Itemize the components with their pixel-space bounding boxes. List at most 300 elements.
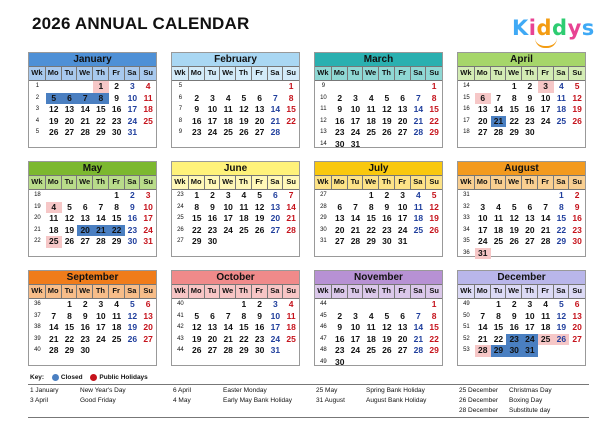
day-cell: 11: [112, 310, 122, 321]
week-row: [458, 311, 585, 323]
day-cell: 8: [288, 92, 294, 103]
day-cell: 10: [477, 213, 488, 223]
week-number: 36: [463, 249, 470, 256]
week-number: 49: [320, 358, 327, 365]
day-cell: 18: [413, 213, 424, 223]
day-cell: 25: [413, 224, 424, 235]
day-cell: 17: [477, 224, 488, 235]
day-cell: 26: [127, 333, 138, 344]
week-number: 24: [177, 203, 184, 210]
week-number: 23: [177, 192, 184, 198]
day-cell: 30: [334, 138, 345, 149]
week-number: 12: [320, 117, 327, 124]
day-cell: 7: [98, 201, 104, 212]
holiday-name: Spring Bank Holiday: [366, 387, 425, 394]
weekday-label: Mo: [332, 176, 348, 189]
day-cell: 16: [334, 333, 345, 344]
day-cell: 23: [572, 224, 582, 235]
week-number: 22: [34, 238, 41, 244]
day-cell: 30: [127, 236, 138, 246]
week-number: 31: [463, 192, 470, 198]
weekday-label: Mo: [332, 285, 348, 298]
weekday-label: Wk: [315, 67, 332, 80]
day-cell: 7: [51, 310, 57, 321]
day-cell: 23: [334, 127, 345, 137]
week-number: 34: [463, 226, 470, 233]
day-cell: [205, 299, 221, 311]
day-cell: 10: [525, 310, 535, 321]
day-cell: 20: [525, 224, 535, 235]
day-cell: 2: [114, 81, 120, 91]
day-cell: 10: [143, 201, 153, 212]
weekday-label: Su: [572, 177, 582, 186]
day-cell: 12: [509, 213, 519, 223]
weekday-label: Fr: [252, 67, 268, 80]
day-cell: 17: [223, 213, 233, 223]
day-cell: [236, 236, 252, 248]
week-number: 7: [178, 106, 183, 112]
legend-holiday-label: Public Holidays: [99, 374, 148, 382]
day-cell: 22: [96, 115, 106, 126]
day-cell: 27: [397, 345, 408, 355]
weekday-label: Th: [93, 176, 109, 189]
day-cell: 4: [288, 299, 294, 309]
day-cell: 13: [270, 201, 281, 212]
day-cell: 8: [93, 93, 109, 105]
day-cell: 18: [111, 322, 122, 332]
day-cell: 13: [397, 322, 408, 332]
day-cell: 21: [286, 213, 296, 223]
weekday-label: Tu: [491, 285, 507, 298]
weekday-header: [458, 284, 585, 299]
weekday-label: We: [506, 285, 522, 298]
week-row: [458, 81, 585, 93]
week-row: [29, 81, 156, 93]
logo-letter: d: [552, 16, 568, 40]
weekday-label: Su: [286, 177, 296, 186]
week-number: 26: [177, 226, 184, 233]
weekday-label: Sa: [411, 176, 427, 189]
day-cell: 13: [525, 213, 535, 223]
week-number: 38: [34, 324, 41, 330]
day-cell: 21: [270, 115, 281, 126]
weekday-label: Sa: [125, 285, 141, 298]
holiday-name: New Year's Day: [80, 387, 126, 394]
logo-letter: K: [512, 16, 529, 40]
day-cell: 27: [143, 333, 153, 344]
day-cell: [395, 81, 411, 93]
week-row: [458, 104, 585, 116]
day-cell: 22: [366, 224, 376, 235]
day-cell: 18: [556, 104, 567, 114]
day-cell: 26: [509, 236, 519, 246]
day-cell: 25: [143, 115, 153, 126]
day-cell: 19: [239, 115, 249, 126]
day-cell: 18: [48, 224, 59, 235]
day-cell: [283, 127, 299, 139]
month-title: August: [458, 162, 585, 175]
day-cell: [491, 81, 507, 93]
week-row: [458, 213, 585, 225]
weekday-label: Su: [286, 286, 296, 295]
weekday-label: Sa: [554, 176, 570, 189]
day-cell: 19: [509, 224, 519, 235]
week-number: 18: [34, 192, 41, 198]
day-cell: 6: [475, 93, 491, 105]
day-cell: 19: [127, 322, 138, 332]
day-cell: 26: [382, 345, 392, 355]
day-cell: 3: [527, 299, 533, 309]
day-cell: 12: [239, 104, 249, 114]
legend: [30, 374, 148, 381]
weekday-label: We: [220, 176, 236, 189]
day-cell: 23: [334, 345, 345, 355]
day-cell: 7: [273, 92, 278, 103]
day-cell: 4: [368, 310, 374, 321]
day-cell: [379, 81, 395, 93]
weekday-label: Th: [236, 67, 252, 80]
day-cell: 29: [556, 236, 567, 246]
week-row: [172, 299, 299, 311]
day-cell: 14: [96, 213, 106, 223]
day-cell: 23: [80, 333, 90, 344]
day-cell: 27: [572, 333, 582, 344]
week-row: [315, 225, 442, 237]
logo-letter: d: [536, 16, 553, 40]
day-cell: 15: [286, 104, 296, 114]
day-cell: 21: [477, 333, 488, 344]
day-cell: [220, 299, 236, 311]
day-cell: [395, 299, 411, 311]
weekday-label: Su: [143, 286, 153, 295]
day-cell: 29: [191, 236, 202, 246]
day-cell: [395, 139, 411, 151]
weekday-label: Wk: [458, 176, 475, 189]
day-cell: 3: [98, 299, 104, 309]
day-cell: 1: [93, 81, 109, 93]
day-cell: 4: [496, 201, 501, 212]
week-row: [172, 116, 299, 128]
day-cell: 25: [366, 127, 376, 137]
day-cell: 15: [493, 322, 504, 332]
day-cell: 28: [350, 236, 361, 246]
day-cell: 28: [413, 127, 424, 137]
day-cell: 25: [538, 334, 554, 346]
week-number: 29: [320, 215, 327, 221]
week-number: 9: [178, 129, 183, 135]
week-row: [29, 345, 156, 357]
day-cell: 16: [127, 213, 138, 223]
day-cell: [554, 345, 570, 357]
day-cell: 14: [477, 322, 488, 332]
day-cell: [411, 139, 427, 151]
day-cell: 30: [572, 236, 582, 246]
holiday-date: 25 December: [459, 387, 499, 394]
weekday-label: We: [77, 67, 93, 80]
day-cell: 7: [225, 310, 231, 321]
weekday-label: Fr: [395, 285, 411, 298]
week-number: 27: [177, 238, 184, 244]
day-cell: 27: [334, 236, 345, 246]
day-cell: 19: [48, 115, 59, 126]
day-cell: 5: [574, 81, 580, 91]
day-cell: 11: [493, 213, 503, 223]
day-cell: 3: [130, 81, 135, 91]
day-cell: 5: [384, 92, 390, 103]
day-cell: 13: [572, 310, 582, 321]
day-cell: 3: [225, 190, 231, 200]
weekday-label: Th: [93, 67, 109, 80]
month-title: December: [458, 271, 585, 284]
day-cell: 30: [80, 345, 90, 355]
day-cell: 20: [397, 333, 408, 344]
day-cell: 5: [384, 310, 390, 321]
day-cell: 15: [191, 213, 202, 223]
weekday-label: Fr: [252, 285, 268, 298]
week-number: 47: [320, 335, 327, 342]
month-title: January: [29, 53, 156, 66]
day-cell: 10: [350, 322, 361, 332]
week-number: 51: [463, 324, 470, 330]
week-row: [172, 225, 299, 237]
weekday-label: Tu: [205, 285, 221, 298]
weekday-label: Wk: [172, 285, 189, 298]
day-cell: 2: [194, 92, 200, 103]
week-number: 42: [177, 324, 184, 330]
day-cell: 28: [96, 236, 106, 246]
day-cell: 15: [111, 213, 122, 223]
day-cell: 25: [239, 224, 249, 235]
weekday-label: Wk: [315, 176, 332, 189]
weekday-label: Fr: [395, 176, 411, 189]
day-cell: 9: [527, 92, 533, 103]
day-cell: 6: [273, 190, 278, 200]
day-cell: [189, 81, 205, 93]
day-cell: 1: [431, 299, 437, 309]
week-row: [29, 322, 156, 334]
week-number: 9: [321, 83, 326, 89]
week-row: [458, 322, 585, 334]
day-cell: [475, 299, 491, 311]
day-cell: 31: [143, 236, 153, 246]
day-cell: 9: [511, 310, 517, 321]
month-march: [314, 52, 443, 148]
week-number: 6: [178, 94, 183, 101]
week-row: [172, 345, 299, 357]
month-title: February: [172, 53, 299, 66]
week-row: [458, 299, 585, 311]
weekday-label: Tu: [205, 176, 221, 189]
weekday-label: Mo: [332, 67, 348, 80]
weekday-label: Mo: [189, 176, 205, 189]
week-row: [172, 311, 299, 323]
day-cell: 14: [80, 104, 90, 114]
day-cell: 27: [80, 236, 90, 246]
day-cell: 26: [572, 115, 582, 126]
day-cell: 14: [48, 322, 59, 332]
week-row: [315, 81, 442, 93]
day-cell: 8: [114, 201, 120, 212]
week-number: 4: [35, 117, 40, 124]
legend-key-label: Key:: [30, 374, 45, 382]
day-cell: 5: [257, 190, 263, 200]
week-row: [29, 334, 156, 346]
day-cell: 5: [67, 201, 72, 212]
day-cell: 4: [114, 299, 120, 309]
month-title: October: [172, 271, 299, 284]
day-cell: 19: [254, 213, 265, 223]
week-number: 20: [34, 215, 41, 221]
day-cell: [332, 190, 348, 202]
day-cell: 24: [350, 127, 361, 137]
day-cell: 7: [543, 201, 549, 212]
day-cell: 28: [540, 236, 551, 246]
day-cell: 30: [254, 345, 265, 355]
day-cell: 9: [82, 310, 88, 321]
day-cell: 9: [384, 201, 390, 212]
day-cell: [538, 248, 554, 260]
day-cell: 20: [477, 115, 488, 126]
holiday-date: 28 December: [459, 407, 499, 414]
day-cell: 26: [429, 224, 439, 235]
week-row: [458, 116, 585, 128]
day-cell: [220, 81, 236, 93]
weekday-label: Sa: [411, 285, 427, 298]
day-cell: 1: [496, 299, 501, 309]
day-cell: 3: [353, 310, 358, 321]
day-cell: [46, 81, 62, 93]
day-cell: 23: [525, 115, 535, 126]
day-cell: [236, 81, 252, 93]
week-row: [458, 127, 585, 139]
day-cell: 25: [366, 345, 376, 355]
weekday-label: Wk: [29, 67, 46, 80]
day-cell: [252, 236, 268, 248]
day-cell: 12: [48, 104, 59, 114]
day-cell: [554, 127, 570, 139]
day-cell: 18: [540, 322, 551, 332]
day-cell: 28: [223, 345, 233, 355]
holiday-name: Good Friday: [80, 397, 116, 404]
week-row: [29, 190, 156, 202]
day-cell: 27: [64, 127, 75, 137]
day-cell: 30: [334, 356, 345, 367]
day-cell: 24: [522, 334, 538, 346]
week-number: 33: [463, 215, 470, 221]
day-cell: 29: [429, 127, 439, 137]
day-cell: 8: [368, 201, 374, 212]
day-cell: 13: [80, 213, 90, 223]
day-cell: 18: [239, 213, 249, 223]
day-cell: [62, 81, 78, 93]
day-cell: [411, 299, 427, 311]
week-row: [458, 236, 585, 248]
day-cell: [379, 357, 395, 369]
day-cell: [268, 236, 284, 248]
day-cell: 13: [64, 104, 75, 114]
week-row: [315, 345, 442, 357]
week-number: 10: [320, 94, 327, 101]
day-cell: 15: [509, 104, 519, 114]
weekday-label: Th: [379, 67, 395, 80]
weekday-label: We: [363, 67, 379, 80]
week-row: [315, 202, 442, 214]
day-cell: [363, 299, 379, 311]
day-cell: 19: [191, 333, 202, 344]
day-cell: 12: [127, 310, 138, 321]
day-cell: 16: [334, 115, 345, 126]
weekday-label: Th: [236, 176, 252, 189]
weekday-label: We: [77, 176, 93, 189]
weekday-label: Sa: [268, 285, 284, 298]
day-cell: 12: [254, 201, 265, 212]
day-cell: 19: [572, 104, 582, 114]
week-number: 11: [320, 106, 327, 112]
day-cell: 1: [431, 81, 437, 91]
day-cell: 17: [127, 104, 138, 114]
week-number: 44: [177, 347, 184, 353]
day-cell: 28: [48, 345, 59, 355]
day-cell: 12: [382, 322, 392, 332]
day-cell: 26: [254, 224, 265, 235]
holiday-date: 31 August: [316, 397, 345, 404]
day-cell: [348, 299, 364, 311]
day-cell: [363, 357, 379, 369]
day-cell: 20: [397, 115, 408, 126]
day-cell: 12: [382, 104, 392, 114]
week-row: [458, 190, 585, 202]
day-cell: 24: [223, 224, 233, 235]
month-june: [171, 161, 300, 257]
month-september: [28, 270, 157, 366]
legend-closed-label: Closed: [60, 374, 83, 382]
day-cell: 5: [431, 190, 437, 200]
day-cell: 30: [382, 236, 392, 246]
day-cell: 10: [270, 310, 281, 321]
day-cell: 6: [210, 310, 215, 321]
week-number: 40: [34, 347, 41, 353]
closed-swatch-icon: [52, 374, 59, 381]
day-cell: [411, 81, 427, 93]
day-cell: 9: [337, 104, 343, 114]
weekday-label: Fr: [395, 67, 411, 80]
week-number: 52: [463, 335, 470, 342]
day-cell: 17: [96, 322, 106, 332]
day-cell: 3: [210, 92, 215, 103]
day-cell: 7: [480, 310, 486, 321]
day-cell: 17: [397, 213, 408, 223]
day-cell: 5: [511, 201, 517, 212]
weekday-label: Mo: [46, 176, 62, 189]
day-cell: 24: [143, 224, 153, 235]
day-cell: [554, 248, 570, 260]
day-cell: 10: [540, 92, 551, 103]
day-cell: 16: [80, 322, 90, 332]
weekday-label: Tu: [205, 67, 221, 80]
day-cell: 21: [223, 333, 233, 344]
day-cell: 11: [413, 201, 423, 212]
week-row: [29, 311, 156, 323]
day-cell: 30: [525, 127, 535, 137]
day-cell: 31: [397, 236, 408, 246]
week-row: [315, 322, 442, 334]
day-cell: 8: [511, 92, 517, 103]
day-cell: 29: [111, 236, 122, 246]
month-title: June: [172, 162, 299, 175]
day-cell: [475, 190, 491, 202]
day-cell: 7: [353, 201, 358, 212]
day-cell: 4: [559, 81, 564, 91]
